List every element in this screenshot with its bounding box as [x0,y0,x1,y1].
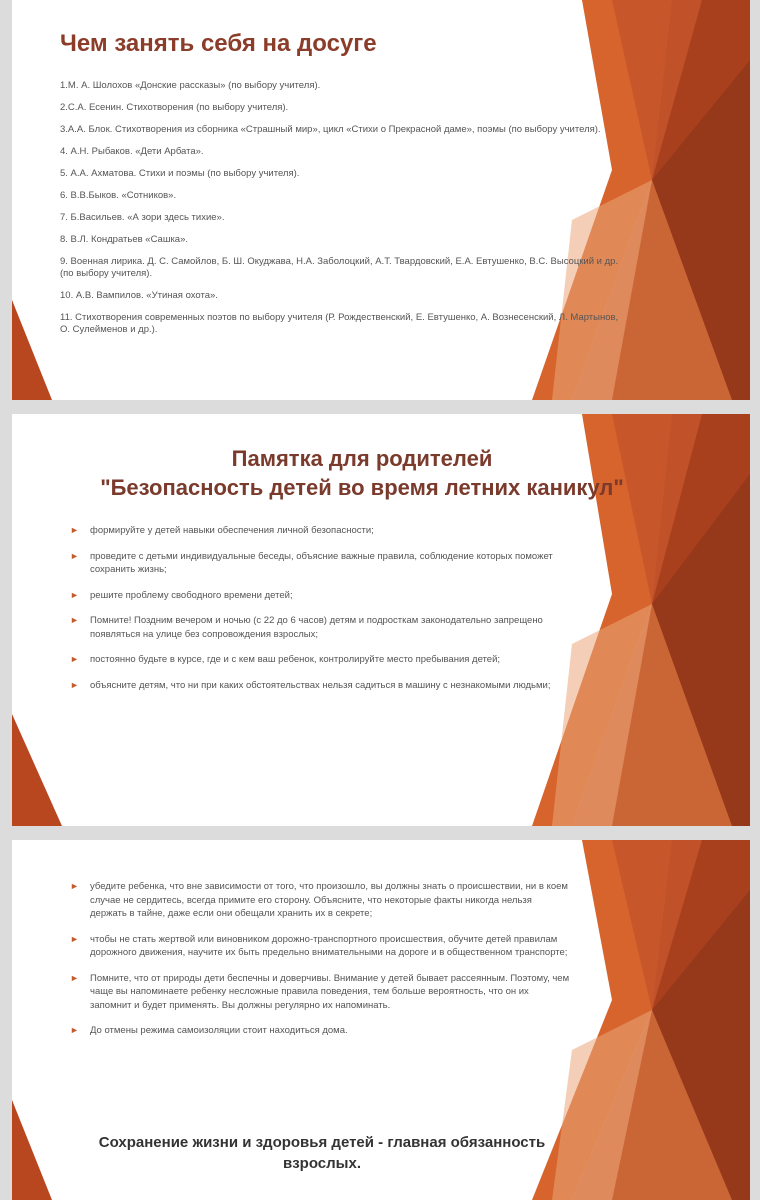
safety-list [70,880,570,1050]
list-item: 11. Стихотворения современных поэтов по выбору учителя (Р. Рождественский, Е. Евтушенко, А. Вознесенский, Л. Мартынов, О. Сулейменов и др.). [60,312,619,335]
triangle-bullet-icon: ► [70,615,79,625]
list-item-text: Помните, что от природы дети беспечны и доверчивы. Внимание у детей бывает рассеянным. Поэтому, чем чаще вы напоминаете ребенку несложные правила поведения, тем больше вероятность, что он их запомнит и будет применять. Вы должны регулярно их напоминать. [90,972,570,1011]
triangle-bullet-icon: ► [70,1025,79,1035]
list-item-text: решите проблему свободного времени детей; [90,589,293,601]
list-item-text: формируйте у детей навыки обеспечения личной безопасности; [90,525,374,536]
memo-title-line1: Памятка для родителей [231,446,493,471]
list-item: 4. А.Н. Рыбаков. «Дети Арбата». [60,146,204,157]
memo-list [70,524,570,704]
triangle-bullet-icon: ► [70,881,79,891]
list-item-text: постоянно будьте в курсе, где и с кем ваш ребенок, контролируйте место пребывания детей; [90,654,501,665]
list-item [70,589,570,603]
list-item [70,933,570,960]
memo-title-line2: "Безопасность детей во время летних каникул" [100,475,624,500]
list-item: 5. А.А. Ахматова. Стихи и поэмы (по выбору учителя). [60,168,300,179]
page-title: Чем занять себя на досуге [60,30,377,57]
list-item [70,880,570,921]
list-item: 8. В.Л. Кондратьев «Сашка». [60,234,189,245]
list-item-text: До отмены режима самоизоляции стоит находиться дома. [90,1025,348,1036]
list-item [70,972,570,1013]
list-item [70,653,570,667]
list-item [70,1024,570,1038]
list-item-text: объясните детям, что ни при каких обстоятельствах нельзя садиться в машину с незнакомыми людьми; [90,679,551,691]
triangle-bullet-icon: ► [70,589,79,600]
triangle-bullet-icon: ► [70,525,79,535]
triangle-bullet-icon: ► [70,550,79,561]
list-item: 1.М. А. Шолохов «Донские рассказы» (по выбору учителя). [60,80,321,91]
slide-leisure [12,0,750,400]
list-item [70,550,570,577]
list-item [70,679,570,693]
list-item [70,614,570,641]
list-item: 10. А.В. Вампилов. «Утиная охота». [60,290,218,301]
list-item [70,524,570,538]
list-item: 2.С.А. Есенин. Стихотворения (по выбору учителя). [60,102,289,113]
triangle-bullet-icon: ► [70,679,79,690]
reading-list [60,80,620,346]
list-item: 7. Б.Васильев. «А зори здесь тихие». [60,212,225,223]
list-item-text: проведите с детьми индивидуальные беседы, объясние важные правила, соблюдение которых поможет сохранить жизнь; [90,550,553,575]
slide-parents-memo [12,414,750,826]
triangle-bullet-icon: ► [70,654,79,664]
list-item: 6. В.В.Быков. «Сотников». [60,190,177,201]
triangle-bullet-icon: ► [70,972,79,983]
list-item-text: убедите ребенка, что вне зависимости от того, что произошло, вы должны знать о происшествии, ни в коем случае не сердитесь, всегда примите его сторону. Объясните, что некоторые факты никогда нельзя держать в тайне, даже если они обещали хранить их в секрете; [90,881,568,919]
triangle-bullet-icon: ► [70,933,79,944]
list-item: 9. Военная лирика. Д. С. Самойлов, Б. Ш. Окуджава, Н.А. Заболоцкий, А.Т. Твардовский, Е.А. Евтушенко, В.С. Высоцкий и др. (по выбору учителя). [60,256,619,279]
closing-statement: Сохранение жизни и здоровья детей - главная обязанность взрослых. [98,1134,546,1172]
memo-title [82,444,642,502]
slide-safety-continued [12,840,750,1200]
list-item: 3.А.А. Блок. Стихотворения из сборника «Страшный мир», цикл «Стихи о Прекрасной даме», поэмы (по выбору учителя). [60,124,601,135]
list-item-text: чтобы не стать жертвой или виновником дорожно-транспортного происшествия, обучите детей правилам дорожного движения, научите их быть предельно внимательными на дороге и в общественном транспорте; [90,933,568,958]
list-item-text: Помните! Поздним вечером и ночью (с 22 до 6 часов) детям и подросткам законодательно запрещено появляться на улице без сопровождения взрослых; [90,615,543,640]
